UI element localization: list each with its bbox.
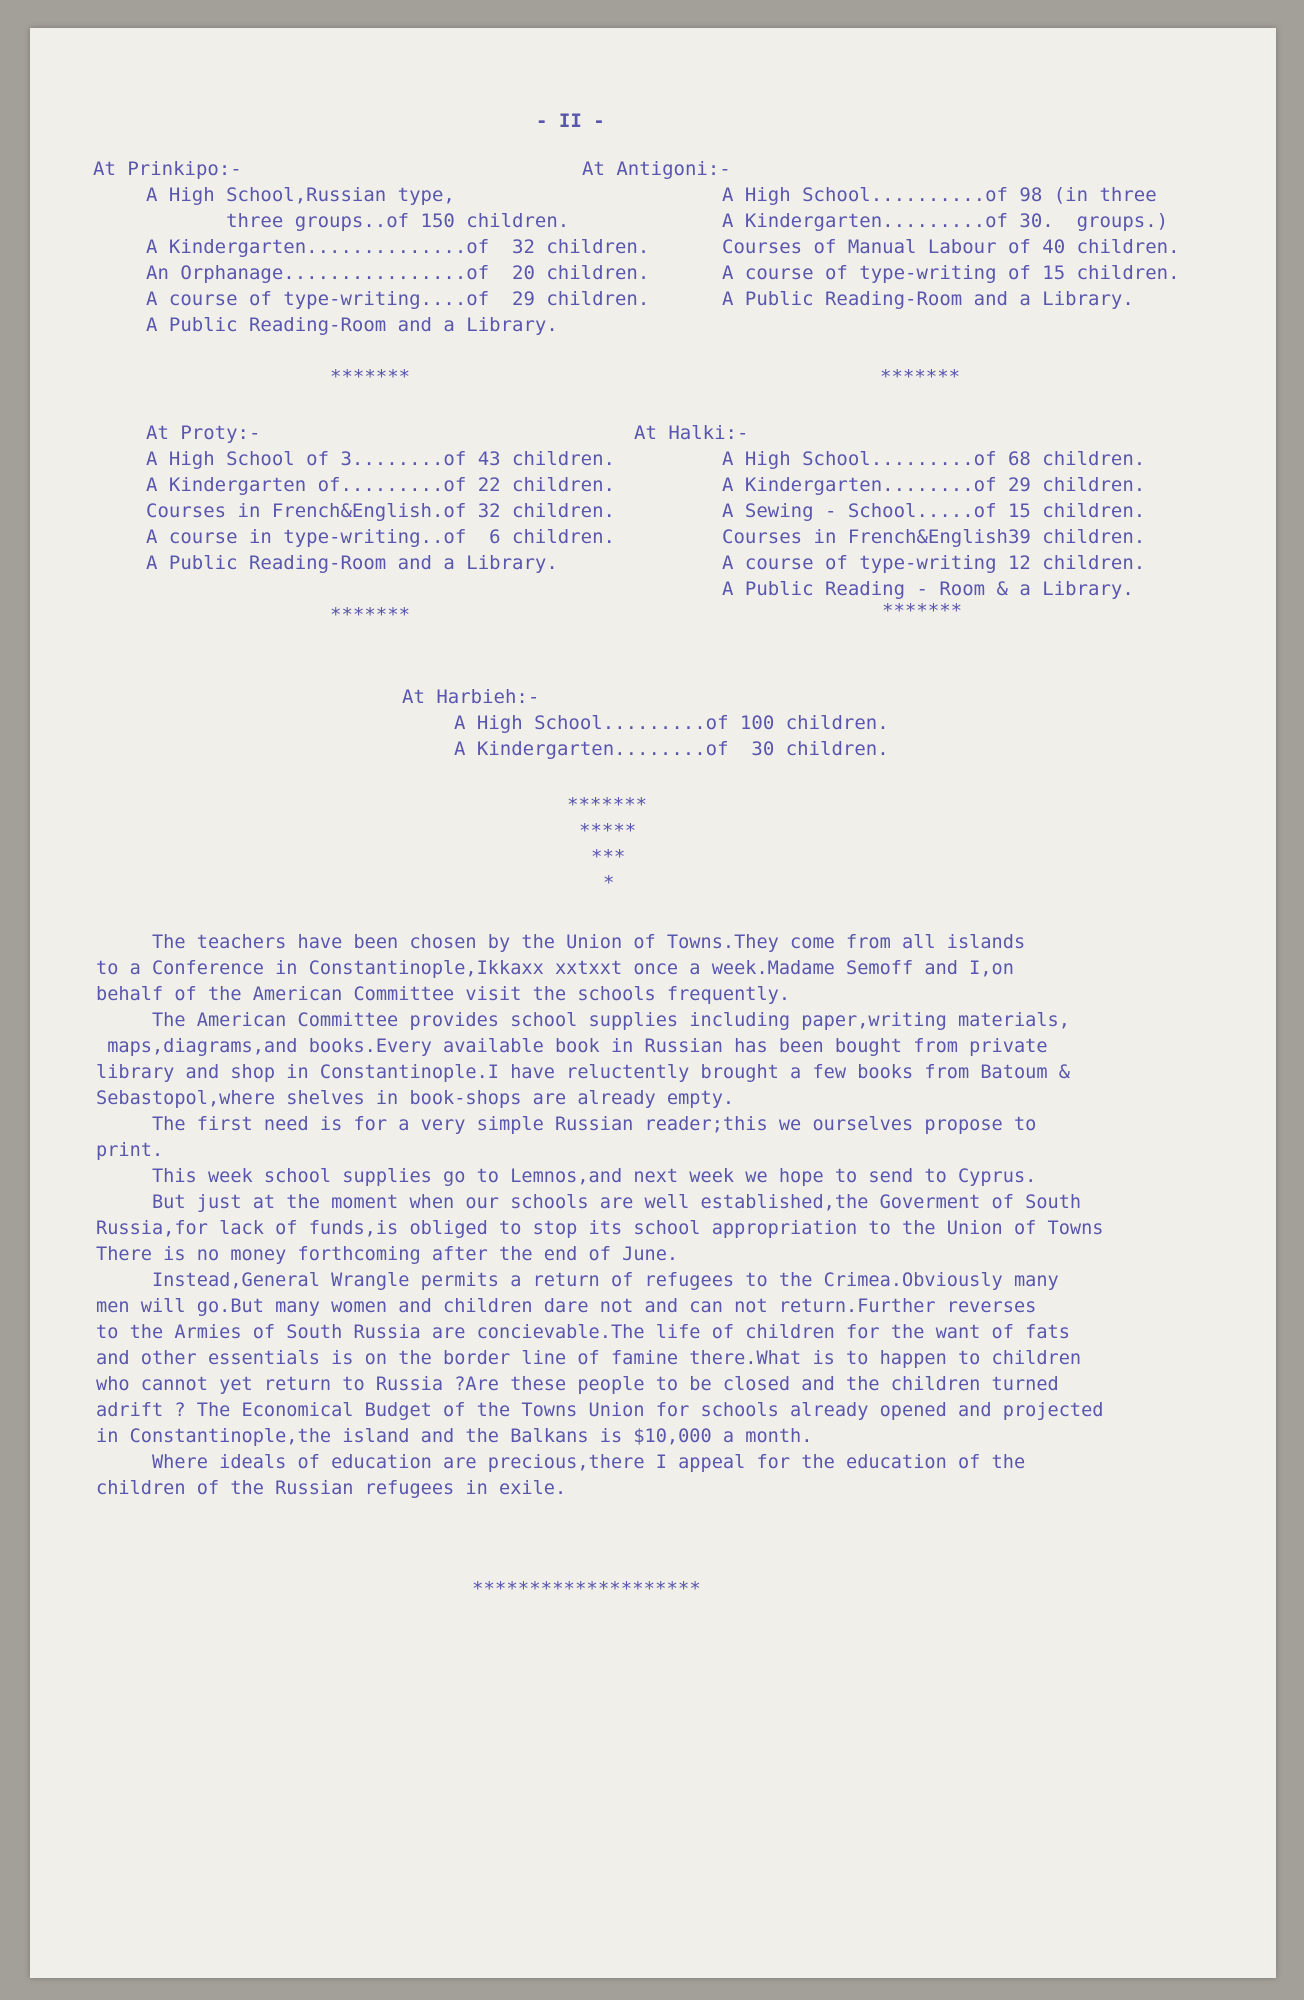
prinkipo-line: three groups..of 150 children. [146, 210, 570, 232]
antigoni-title: At Antigoni:- [582, 158, 731, 180]
halki-line: A Public Reading - Room & a Library. [722, 578, 1134, 600]
body-line: men will go.But many women and children dare not and can not return.Further reverses [96, 1296, 1037, 1317]
body-line: But just at the moment when our schools are well established,the Goverment of South [96, 1192, 1082, 1213]
star-divider-row: *** [591, 846, 626, 868]
body-line: The first need is for a very simple Russian reader;this we ourselves propose to [96, 1114, 1037, 1135]
body-line: children of the Russian refugees in exile. [96, 1478, 567, 1499]
star-divider-row: ******* [567, 794, 648, 816]
body-line: who cannot yet return to Russia ?Are these people to be closed and the children turned [96, 1374, 1059, 1395]
harbieh-title: At Harbieh:- [402, 686, 540, 708]
harbieh-line: A High School.........of 100 children. [454, 712, 889, 734]
proty-line: A course in type-writing..of 6 children. [146, 526, 615, 548]
page-number: - II - [536, 110, 605, 132]
body-line: Where ideals of education are precious,there I appeal for the education of the [96, 1452, 1026, 1473]
body-line: and other essentials is on the border line of famine there.What is to happen to children [96, 1348, 1082, 1369]
body-line: The American Committee provides school supplies including paper,writing materials, [96, 1010, 1070, 1031]
prinkipo-line: A Kindergarten..............of 32 children. [146, 236, 650, 258]
proty-stars: ******* [330, 604, 411, 626]
body-line: library and shop in Constantinople.I have reluctently brought a few books from Batoum & [96, 1062, 1070, 1083]
prinkipo-stars: ******* [330, 366, 411, 388]
body-line: print. [96, 1140, 164, 1161]
antigoni-line: A High School..........of 98 (in three [722, 184, 1157, 206]
halki-line: A course of type-writing 12 children. [722, 552, 1146, 574]
star-divider-row: ***** [579, 820, 637, 842]
body-line: There is no money forthcoming after the end of June. [96, 1244, 679, 1265]
antigoni-line: A course of type-writing of 15 children. [722, 262, 1180, 284]
proty-line: Courses in French&English.of 32 children. [146, 500, 615, 522]
body-line: maps,diagrams,and books.Every available book in Russian has been bought from private [96, 1036, 1048, 1057]
proty-line: A Public Reading-Room and a Library. [146, 552, 558, 574]
halki-line: A Kindergarten........of 29 children. [722, 474, 1146, 496]
halki-line: Courses in French&English39 children. [722, 526, 1146, 548]
prinkipo-line: A High School,Russian type, [146, 184, 455, 206]
antigoni-stars: ******* [880, 366, 961, 388]
closing-stars: ******************** [472, 1578, 701, 1600]
body-line: Sebastopol,where shelves in book-shops are already empty. [96, 1088, 735, 1109]
harbieh-line: A Kindergarten........of 30 children. [454, 738, 889, 760]
antigoni-line: A Kindergarten.........of 30. groups.) [722, 210, 1169, 232]
body-line: behalf of the American Committee visit the schools frequently. [96, 984, 791, 1005]
antigoni-line: A Public Reading-Room and a Library. [722, 288, 1134, 310]
body-line: The teachers have been chosen by the Union of Towns.They come from all islands [96, 932, 1026, 953]
body-line: Instead,General Wrangle permits a return of refugees to the Crimea.Obviously many [96, 1270, 1059, 1291]
body-line: to a Conference in Constantinople,Ikkaxx xxtxxt once a week.Madame Semoff and I,on [96, 958, 1014, 979]
body-line: to the Armies of South Russia are concievable.The life of children for the want of fats [96, 1322, 1070, 1343]
prinkipo-line: A course of type-writing....of 29 children. [146, 288, 650, 310]
proty-line: A High School of 3........of 43 children. [146, 448, 615, 470]
body-line: adrift ? The Economical Budget of the Towns Union for schools already opened and projected [96, 1400, 1104, 1421]
body-line: This week school supplies go to Lemnos,and next week we hope to send to Cyprus. [96, 1166, 1037, 1187]
antigoni-line: Courses of Manual Labour of 40 children. [722, 236, 1180, 258]
prinkipo-title: At Prinkipo:- [93, 158, 242, 180]
proty-line: A Kindergarten of.........of 22 children. [146, 474, 615, 496]
halki-title: At Halki:- [634, 422, 749, 444]
prinkipo-line: A Public Reading-Room and a Library. [146, 314, 558, 336]
body-line: Russia,for lack of funds,is obliged to stop its school appropriation to the Union of Towns [96, 1218, 1104, 1239]
document-page [30, 28, 1276, 1978]
halki-stars: ******* [882, 600, 963, 622]
body-line: in Constantinople,the island and the Balkans is $10,000 a month. [96, 1426, 813, 1447]
star-divider-row: * [603, 872, 615, 894]
halki-line: A Sewing - School.....of 15 children. [722, 500, 1146, 522]
prinkipo-line: An Orphanage................of 20 children. [146, 262, 650, 284]
halki-line: A High School.........of 68 children. [722, 448, 1146, 470]
proty-title: At Proty:- [146, 422, 261, 444]
